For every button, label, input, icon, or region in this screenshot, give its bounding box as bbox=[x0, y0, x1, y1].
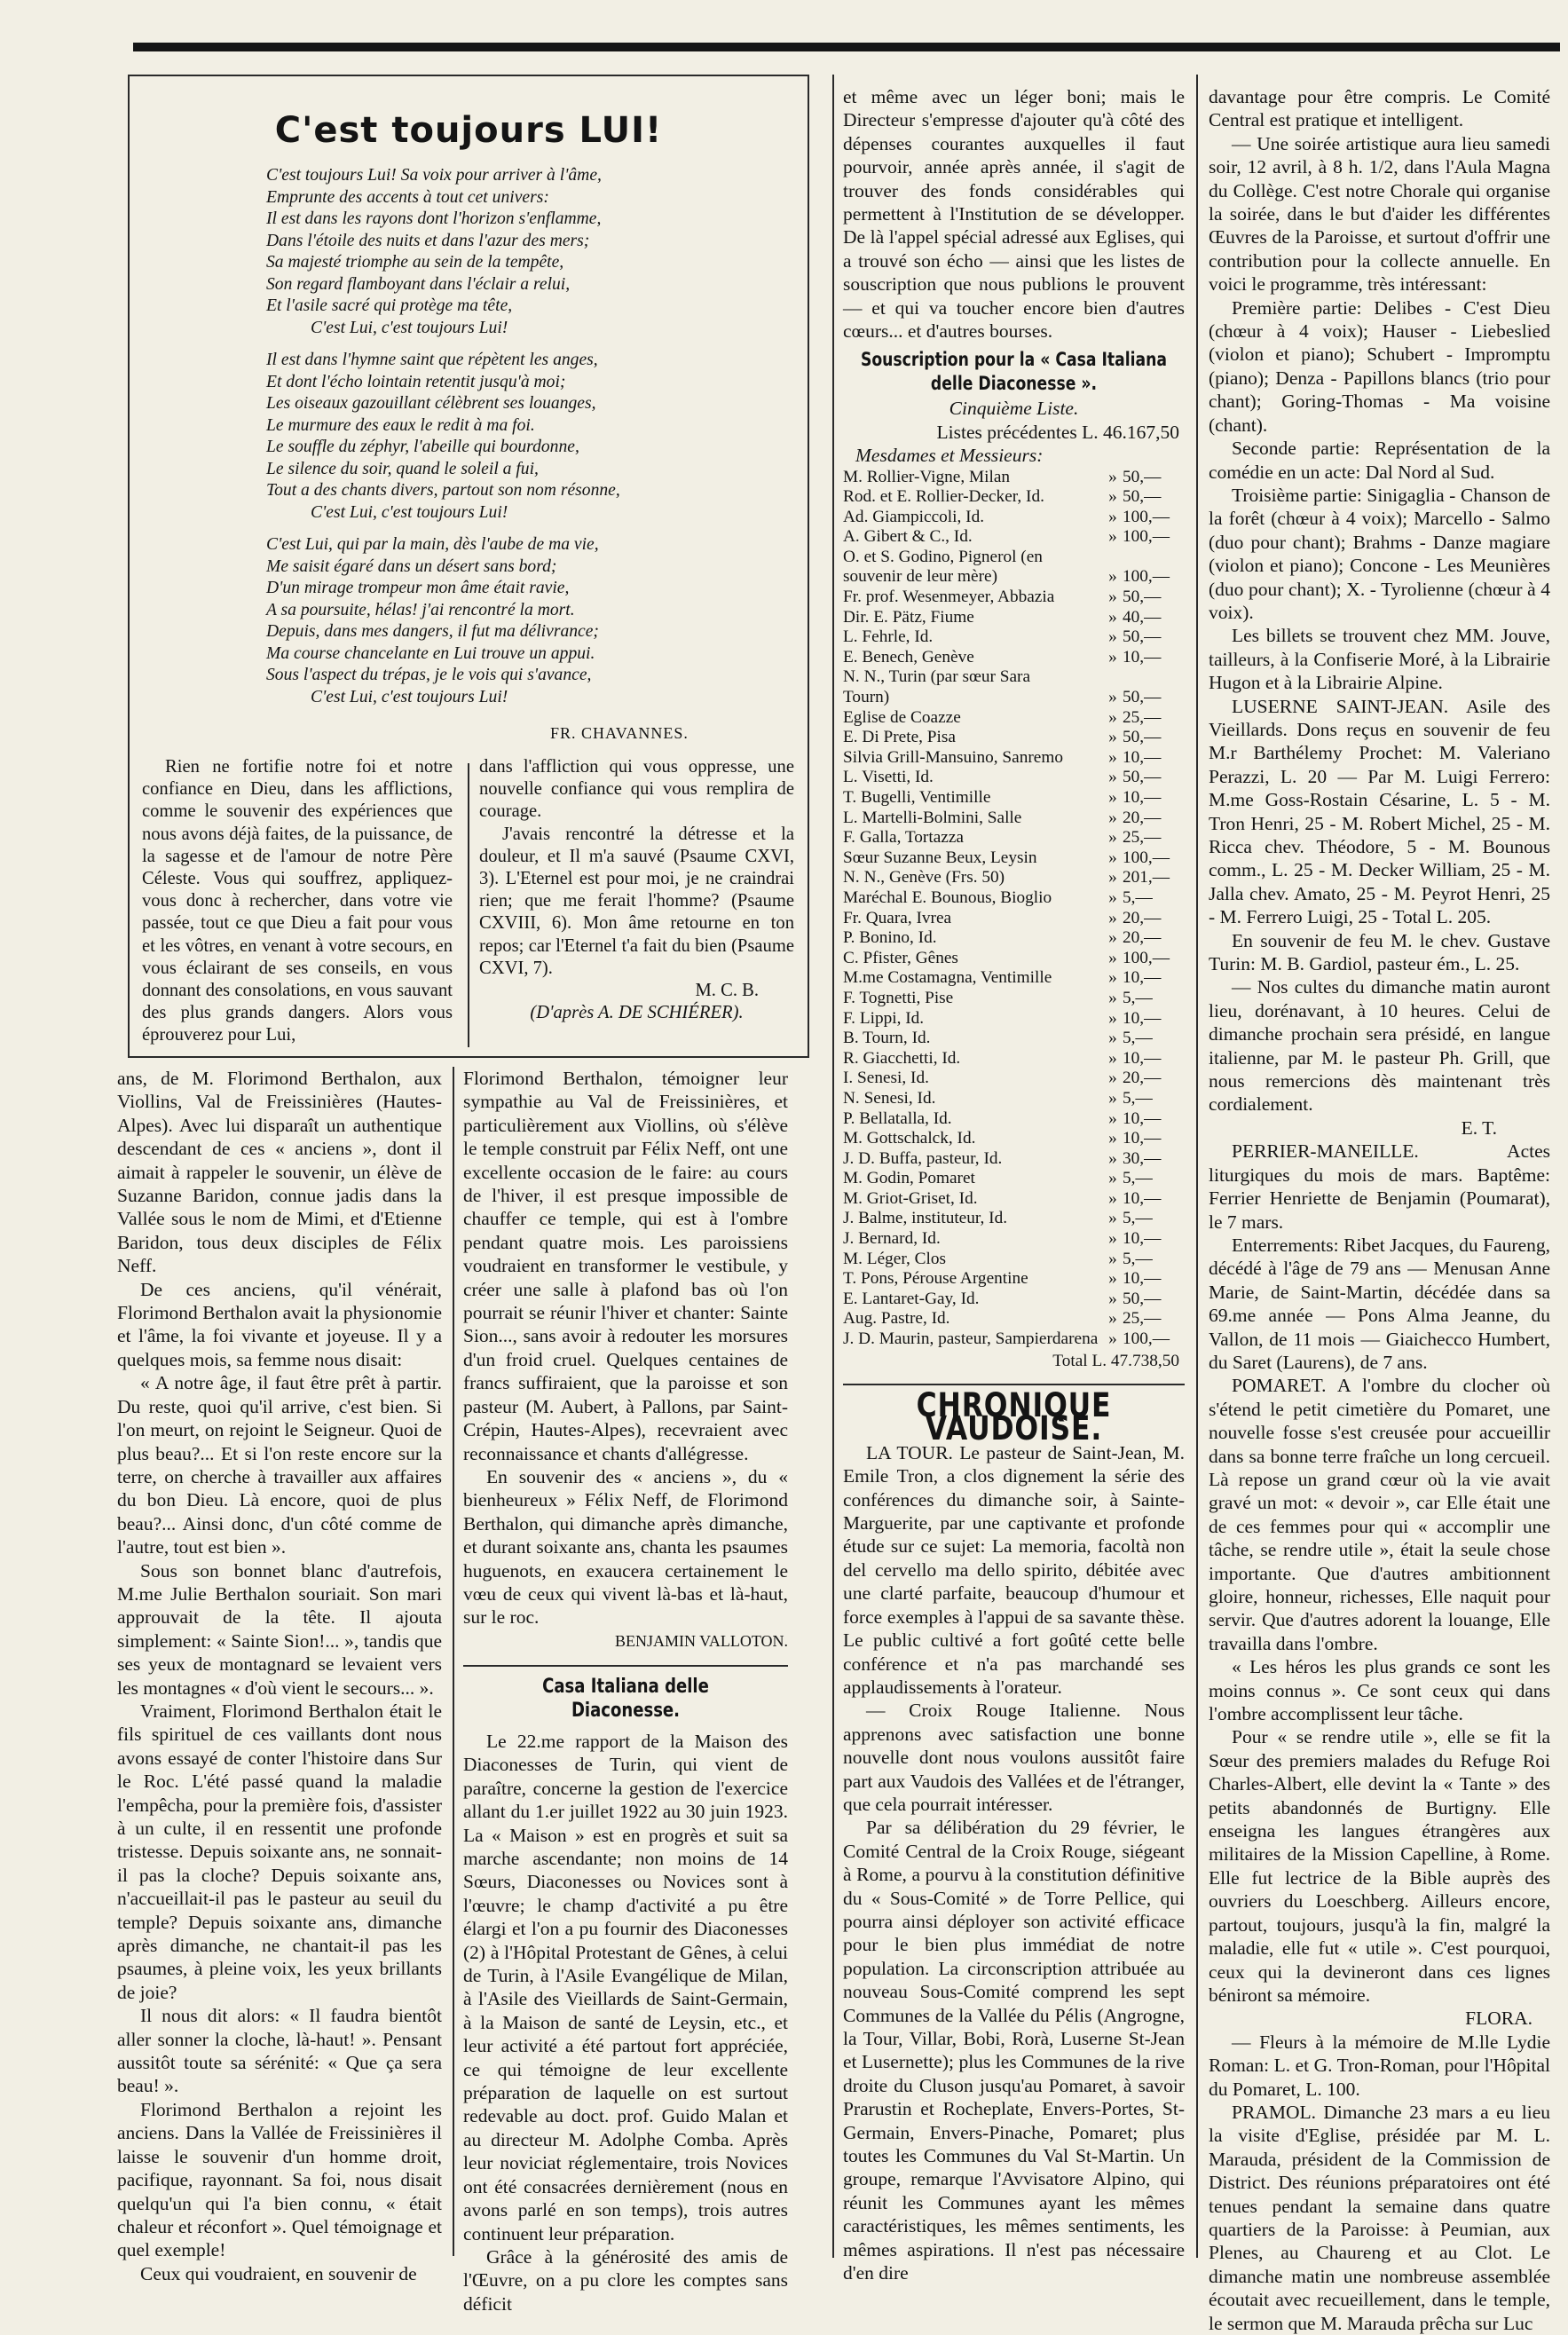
poem-line: Il est dans l'hymne saint que répètent les anges, bbox=[266, 351, 598, 369]
berthalon-col1 bbox=[117, 1067, 442, 2284]
donor-name: P. Bellatalla, Id. bbox=[843, 1108, 952, 1128]
donation-amount: 100,— bbox=[1123, 948, 1170, 967]
donation-amount: 10,— bbox=[1123, 1108, 1162, 1128]
subscription-row bbox=[843, 1149, 1185, 1170]
ditto-mark: » bbox=[1108, 1329, 1117, 1349]
subscription-row bbox=[843, 1189, 1185, 1210]
subscription-total: Total L. 47.738,50 bbox=[1052, 1351, 1179, 1370]
ditto-mark: » bbox=[1108, 1209, 1117, 1228]
ditto-mark: » bbox=[1108, 1289, 1117, 1308]
donation-amount: 40,— bbox=[1123, 607, 1162, 627]
ditto-mark bbox=[1103, 548, 1123, 568]
donation-amount: 50,— bbox=[1123, 627, 1162, 647]
meditation-col1 bbox=[142, 756, 453, 1047]
donation-amount: 25,— bbox=[1123, 828, 1162, 848]
paragraph: Florimond Berthalon a rejoint les anciens. Dans la Vallée de Freissinières il laisse le souvenir d'un homme droit, pacifique, rayonnant. Sa foi, nous disait quelqu'un qui l'a bien connu, « était chaleur et réconfort ». Quel témoignage et quel exemple! bbox=[117, 2098, 442, 2261]
paragraph: et même avec un léger boni; mais le Directeur s'empresse d'ajouter qu'à côté des dépenses courantes auxquelles il faut pourvoir, année après année, il s'agit de trouver des fonds considérables qui permettent à l'Institution de se développer. De là l'appel spécial adressé aux Eglises, qui a trouvé son écho — ainsi que les listes de souscription que nous publions le prouvent — et qui va toucher encore bien d'autres cœurs... et d'autres bourses. bbox=[843, 86, 1185, 343]
subscription-row bbox=[843, 1009, 1185, 1029]
donation-amount: 20,— bbox=[1123, 928, 1162, 948]
ditto-mark: » bbox=[1108, 567, 1117, 587]
donor-name: J. Balme, instituteur, Id. bbox=[843, 1209, 1008, 1228]
subscription-row bbox=[843, 1209, 1185, 1229]
donation-amount: 20,— bbox=[1123, 908, 1162, 927]
ditto-mark: » bbox=[1108, 808, 1117, 827]
ditto-mark: » bbox=[1108, 1129, 1117, 1148]
paragraph: davantage pour être compris. Le Comité Central est pratique et intelligent. bbox=[1209, 86, 1550, 131]
paragraph: POMARET. A l'ombre du clocher où s'étend le petit cimetière du Pomaret, une nouvelle fosse s'est creusée pour accueillir dans sa bonne terre fraîche un long cercueil. Là repose un grand cœur où la vie avait gravé un mot: « devoir », car Elle était une de ces femmes pour qui « accomplir une tâche, se rendre utile », était la seule chose importante. Que d'autres ambitionnent gloire, honneur, richesses, Elle naquit pour servir. Que d'autres adorent la louange, Elle travailla dans l'ombre. bbox=[1209, 1375, 1550, 1654]
poem-refrain: C'est Lui, c'est toujours Lui! bbox=[311, 502, 508, 522]
ditto-mark: » bbox=[1108, 848, 1117, 867]
poem-line: Tout a des chants divers, partout son nom résonne, bbox=[266, 481, 620, 500]
paragraph: En souvenir de feu M. le chev. Gustave Turin: M. B. Gardiol, pasteur ém., L. 25. bbox=[1209, 929, 1550, 975]
ditto-mark: » bbox=[1108, 527, 1117, 547]
paragraph: — Une soirée artistique aura lieu samedi soir, 12 avril, à 8 h. 1/2, dans l'Aula Magna du Collège. C'est notre Chorale qui organise la soirée, dans le but d'aider les différentes Œuvres de la Paroisse, et surtout d'offrir une contribution pour la collecte annuelle. En voici le programme, très intéressant: bbox=[1209, 132, 1550, 296]
paragraph: — Fleurs à la mémoire de M.lle Lydie Roman: L. et G. Tron-Roman, pour l'Hôpital du Pomaret, L. 100. bbox=[1209, 2031, 1550, 2100]
poem-line: A sa poursuite, hélas! j'ai rencontré la mort. bbox=[266, 600, 575, 619]
poem-line: Ma course chancelante en Lui trouve un appui. bbox=[266, 643, 595, 663]
ditto-mark: » bbox=[1108, 948, 1117, 967]
donation-amount: 5,— bbox=[1123, 887, 1153, 907]
paragraph: LA TOUR. Le pasteur de Saint-Jean, M. Emile Tron, a clos dignement la série des conférences du dimanche soir, à Sainte-Marguerite, par une captivante et profonde étude sur ce sujet: La memoria, facoltà non del cervello ma dello spirito, débitée avec une clarté parfaite, beaucoup d'humour et force exemples à l'appui de sa savante thèse. Le public cultivé a fort goûté cette belle conférence et n'a pas marchandé ses applaudissements à l'orateur. bbox=[843, 1441, 1185, 1698]
ditto-mark: » bbox=[1108, 1309, 1117, 1329]
poem-line: Son regard flamboyant dans l'éclair a relui, bbox=[266, 274, 571, 294]
donor-name: E. Benech, Genève bbox=[843, 647, 974, 667]
donor-name: M. Godin, Pomaret bbox=[843, 1169, 975, 1188]
subscription-row bbox=[843, 1329, 1185, 1350]
ditto-mark: » bbox=[1108, 928, 1117, 948]
subscription-row bbox=[843, 1250, 1185, 1270]
subscription-row bbox=[843, 989, 1185, 1009]
donor-name: L. Fehrle, Id. bbox=[843, 627, 934, 647]
paragraph: Ceux qui voudraient, en souvenir de bbox=[140, 2262, 417, 2284]
donor-name: J. Bernard, Id. bbox=[843, 1229, 941, 1249]
ditto-mark: » bbox=[1108, 1148, 1117, 1168]
donor-name: Fr. Quara, Ivrea bbox=[843, 908, 952, 927]
donor-name: N. Senesi, Id. bbox=[843, 1088, 936, 1108]
donor-name: Silvia Grill-Mansuino, Sanremo bbox=[843, 747, 1063, 767]
donation-amount: 5,— bbox=[1123, 1249, 1153, 1268]
subscription-row bbox=[843, 949, 1185, 969]
donor-name: F. Galla, Tortazza bbox=[843, 828, 964, 848]
ditto-mark: » bbox=[1108, 1069, 1117, 1088]
donor-name: B. Tourn, Id. bbox=[843, 1029, 931, 1048]
poem-line: D'un mirage trompeur mon âme était ravie, bbox=[266, 579, 570, 597]
poem-line: Les oiseaux gazouillant célèbrent ses louanges, bbox=[266, 394, 596, 413]
paragraph: Première partie: Delibes - C'est Dieu (chœur à 4 voix); Hauser - Liebeslied (violon et piano); Schubert - Impromptu (piano); Denza - Papillons blancs (trio pour chant); Goring-Thomas - Ma voisine (chant). bbox=[1209, 296, 1550, 436]
top-rule bbox=[133, 43, 1560, 51]
subscription-row bbox=[843, 487, 1185, 508]
ditto-mark: » bbox=[1108, 1088, 1117, 1108]
donation-amount: 20,— bbox=[1123, 808, 1162, 827]
donation-amount: 201,— bbox=[1123, 868, 1170, 887]
donation-amount bbox=[1123, 667, 1185, 688]
subscription-row bbox=[843, 788, 1185, 809]
paragraph: Pour « se rendre utile », elle se fit la Sœur des premiers malades du Refuge Roi Charles-Albert, elle devint la « Tante » des petits abandonnés de Burtigny. Elle enseigna les langues étrangères aux militaires de la Mission Capelline, à Rome. Elle fut lectrice de la Bible auprès des ouvriers du Loeschberg. Ailleurs encore, partout, toujours, jusqu'à la fin, malgré la maladie, elle fut « utile ». C'est pourquoi, ceux qui la devineront dans ces lignes béniront sa mémoire. bbox=[1209, 1726, 1550, 2006]
subscription-row bbox=[843, 1109, 1185, 1130]
paragraph: PERRIER-MANEILLE. Actes liturgiques du mois de mars. Baptême: Ferrier Henriette de Benjamin (Poumarat), le 7 mars. bbox=[1209, 1140, 1550, 1233]
subscription-row bbox=[843, 527, 1185, 548]
donation-amount: 10,— bbox=[1123, 1188, 1162, 1208]
ditto-mark: » bbox=[1108, 868, 1117, 887]
ditto-mark: » bbox=[1108, 607, 1117, 627]
donor-name: Fr. prof. Wesenmeyer, Abbazia bbox=[843, 588, 1055, 607]
meditation-paragraph: J'avais rencontré la détresse et la douleur, et Il m'a sauvé (Psaume CXVI, 3). L'Eternel est pour moi, je ne craindrai rien; que me ferait l'homme? (Psaume CXVIII, 6). Mon âme retourne en ton repos; car l'Eternel t'a fait du bien (Psaume CXVI, 7). bbox=[479, 824, 794, 978]
donation-amount: 50,— bbox=[1123, 768, 1162, 787]
donor-name: J. D. Maurin, pasteur, Sampierdarena bbox=[843, 1329, 1099, 1349]
poem bbox=[266, 165, 710, 708]
subscription-row bbox=[843, 1029, 1185, 1049]
ditto-mark: » bbox=[1108, 828, 1117, 848]
poem-refrain: C'est Lui, c'est toujours Lui! bbox=[311, 318, 508, 337]
ditto-mark: » bbox=[1108, 1188, 1117, 1208]
ditto-mark: » bbox=[1108, 1008, 1117, 1028]
donation-amount: 10,— bbox=[1123, 1008, 1162, 1028]
donor-name: M. Griot-Griset, Id. bbox=[843, 1188, 978, 1208]
ditto-mark: » bbox=[1108, 1269, 1117, 1289]
subscription-row bbox=[843, 688, 1185, 708]
subscription-row bbox=[843, 848, 1185, 869]
poem-line: Sa majesté triomphe au sein de la tempête, bbox=[266, 253, 564, 272]
ditto-mark: » bbox=[1108, 707, 1117, 727]
paragraph: ans, de M. Florimond Berthalon, aux Viollins, Val de Freissinières (Hautes-Alpes). Avec lui disparaît un authentique descendant de ces « anciens », dont il aimait à rappeler le souvenir, un élève de Suzanne Baridon, connue jadis dans la Vallée sous le nom de Mimi, et d'Etienne Baridon, tous deux disciples de Félix Neff. bbox=[117, 1068, 442, 1277]
ditto-mark: » bbox=[1108, 1249, 1117, 1268]
subscription-row bbox=[843, 708, 1185, 729]
donor-name: M. Léger, Clos bbox=[843, 1249, 946, 1268]
poem-line: C'est Lui, qui par la main, dès l'aube de ma vie, bbox=[266, 535, 599, 554]
ditto-mark: » bbox=[1108, 1029, 1117, 1048]
donor-name: R. Giacchetti, Id. bbox=[843, 1048, 961, 1068]
donor-name: N. N., Genève (Frs. 50) bbox=[843, 868, 1005, 887]
berthalon-col2 bbox=[463, 1067, 788, 2315]
donor-name: N. N., Turin (par sœur Sara bbox=[843, 667, 1031, 687]
donation-amount: 50,— bbox=[1123, 487, 1162, 507]
donor-name: M.me Costamagna, Ventimille bbox=[843, 968, 1052, 988]
donor-name: P. Bonino, Id. bbox=[843, 928, 937, 948]
ditto-mark: » bbox=[1108, 1229, 1117, 1249]
ditto-mark: » bbox=[1108, 747, 1117, 767]
subscription-row bbox=[843, 608, 1185, 628]
donation-amount: 10,— bbox=[1123, 1269, 1162, 1289]
paragraph: Florimond Berthalon, témoigner leur sympathie au Val de Freissinières, et particulièrement aux Viollins, où s'élève le temple construit par Félix Neff, ont une excellente occasion de le faire: au cours de l'hiver, il est presque impossible de chauffer ce temple, qui est à l'ombre pendant quatre mois. Les paroissiens voudraient en transformer le vestibule, y créer une salle à plafond bas où l'on pourrait se réunir l'hiver et chanter: Sainte Sion..., sans avoir à redouter les morsures d'un froid cruel. Quelques centaines de francs suffiraient, que la paroisse et son pasteur (M. Aubert, à Pallons, par Saint-Crépin, Hautes-Alpes), recevraient avec reconnaissance et chants d'allégresse. bbox=[463, 1068, 788, 1464]
ditto-mark: » bbox=[1108, 627, 1117, 647]
donation-amount: 10,— bbox=[1123, 968, 1162, 988]
subscription-row bbox=[843, 728, 1185, 748]
ditto-mark: » bbox=[1108, 988, 1117, 1007]
meditation-col2 bbox=[479, 756, 794, 1024]
subscription-row bbox=[843, 928, 1185, 949]
paragraph: Sous son bonnet blanc d'autrefois, M.me Julie Berthalon souriait. Son mari approuvait de la tête. Il ajouta simplement: « Sainte Sion!... », tandis que ses yeux de montagnard se levaient vers les montagnes « d'où vient le secours... ». bbox=[117, 1559, 442, 1699]
donor-name: Aug. Pastre, Id. bbox=[843, 1309, 950, 1329]
donor-name: M. Gottschalck, Id. bbox=[843, 1129, 976, 1148]
donor-name: Rod. et E. Rollier-Decker, Id. bbox=[843, 487, 1044, 507]
poem-line: Dans l'étoile des nuits et dans l'azur des mers; bbox=[266, 231, 590, 250]
donation-amount: 5,— bbox=[1123, 1029, 1153, 1048]
donor-name: Sœur Suzanne Beux, Leysin bbox=[843, 848, 1037, 867]
donation-amount: 10,— bbox=[1123, 747, 1162, 767]
paragraph: « A notre âge, il faut être prêt à partir. Du reste, quoi qu'il arrive, c'est bien. Si l'on meurt, on rejoint le Seigneur. Quoi de plus beau?... Et si l'on reste encore sur la terre, on cherche à travailler aux affaires du bon Dieu. Là encore, quoi de plus beau?... Ainsi donc, d'un côté comme de l'autre, tout est bien ». bbox=[117, 1372, 442, 1558]
subscription-row bbox=[843, 588, 1185, 608]
section-rule bbox=[843, 1384, 1185, 1385]
ditto-mark: » bbox=[1108, 1108, 1117, 1128]
poem-line: Sous l'aspect du trépas, je le vois qui s'avance, bbox=[266, 666, 592, 684]
subscription-row bbox=[843, 1169, 1185, 1189]
donation-amount: 50,— bbox=[1123, 1289, 1162, 1308]
meditation-initials: M. C. B. bbox=[695, 981, 759, 1001]
subscription-row bbox=[843, 1069, 1185, 1089]
subscription-row bbox=[843, 868, 1185, 888]
subscription-row bbox=[843, 1049, 1185, 1069]
donation-amount: 50,— bbox=[1123, 588, 1162, 607]
subscription-row bbox=[843, 909, 1185, 929]
subscription-row bbox=[843, 468, 1185, 488]
donation-amount: 100,— bbox=[1123, 848, 1170, 867]
donor-name: L. Visetti, Id. bbox=[843, 768, 934, 787]
paragraph: Par sa délibération du 29 février, le Comité Central de la Croix Rouge, siégeant à Rome, a pourvu à la constitution définitive du « Sous-Comité » de Torre Pellice, qui pourra ainsi déployer son activité efficace pour le bien plus immédiat de notre population. La circonscription attribuée au nouveau Sous-Comité comprend les sept Communes de la Vallée du Pélis (Angrogne, la Tour, Villar, Bobi, Rorà, Luserne St-Jean et Lusernette); plus les Communes de la rive droite du Cluson jusqu'au Pomaret, à savoir Prarustin et Rocheplate, Envers-Portes, St-Germain, Envers-Pinache, Pomaret; plus toutes les Communes du Val St-Martin. Un groupe, remarque l'Avvisatore Alpino, qui réunit les Communes ayant les mêmes caractéristiques, les mêmes sentiments, les mêmes aspirations. Il n'est pas nécessaire d'en dire bbox=[843, 1817, 1185, 2284]
paragraph: PRAMOL. Dimanche 23 mars a eu lieu la visite d'Eglise, présidée par M. L. Marauda, président de la Commission de District. Des réunions préparatoires ont été tenues pendant la semaine dans quatre quartiers de la Paroisse: à Peumian, aux Plenes, au Chaureng et au Clot. Le dimanche matin une nombreuse assemblée écoutait avec recueillement, dans le temple, le sermon que M. Marauda prêcha sur Luc bbox=[1209, 2101, 1550, 2334]
article-author: BENJAMIN VALLOTON. bbox=[614, 1631, 788, 1650]
donation-amount: 10,— bbox=[1123, 1048, 1162, 1068]
poem-line: Le murmure des eaux le redit à ma foi. bbox=[266, 415, 535, 435]
donation-amount: 10,— bbox=[1123, 788, 1162, 807]
subscription-row bbox=[843, 1089, 1185, 1109]
right-col bbox=[1209, 85, 1550, 2334]
signature: E. T. bbox=[1461, 1116, 1497, 1139]
ditto-mark: » bbox=[1108, 507, 1117, 526]
ditto-mark: » bbox=[1108, 768, 1117, 787]
casa-title: Casa Italiana delle Diaconesse. bbox=[542, 1676, 709, 1722]
poem-line: C'est toujours Lui! Sa voix pour arriver à l'âme, bbox=[266, 166, 602, 185]
ditto-mark: » bbox=[1108, 467, 1117, 486]
paragraph: Grâce à la générosité des amis de l'Œuvre, on a pu clore les comptes sans déficit bbox=[463, 2245, 788, 2315]
subscription-title: Souscription pour la « Casa Italiana delle Diaconesse ». bbox=[860, 349, 1168, 394]
meditation-divider bbox=[468, 763, 469, 1047]
ditto-mark: » bbox=[1108, 1048, 1117, 1068]
paragraph: — Nos cultes du dimanche matin auront lieu, dorénavant, à 10 heures. Celui de dimanche prochain sera présidé, en langue italienne, par M. le pasteur Ph. Grill, que nous remercions dès maintenant très cordialement. bbox=[1209, 976, 1550, 1116]
subscription-row bbox=[843, 548, 1185, 568]
donor-name: souvenir de leur mère) bbox=[843, 567, 997, 587]
donation-amount: 100,— bbox=[1123, 507, 1170, 526]
subscription-row bbox=[843, 1229, 1185, 1250]
poem-line: Et l'asile sacré qui protège ma tête, bbox=[266, 296, 513, 315]
ditto-mark: » bbox=[1108, 487, 1117, 507]
subscription-row bbox=[843, 567, 1185, 588]
donation-amount: 50,— bbox=[1123, 467, 1162, 486]
subscription-row bbox=[843, 1129, 1185, 1149]
donation-amount bbox=[1123, 548, 1185, 568]
ditto-mark: » bbox=[1108, 688, 1117, 707]
donation-amount: 10,— bbox=[1123, 1229, 1162, 1249]
donor-name: L. Martelli-Bolmini, Salle bbox=[843, 808, 1022, 827]
donation-amount: 25,— bbox=[1123, 707, 1162, 727]
donation-amount: 25,— bbox=[1123, 1309, 1162, 1329]
subscription-table bbox=[843, 468, 1185, 1350]
subscription-row bbox=[843, 627, 1185, 648]
paragraph: LUSERNE SAINT-JEAN. Asile des Vieillards. Dons reçus en souvenir de feu M.r Barthélemy Prochet: M. Valeriano Perazzi, L. 20 — Par M. Luigi Ferrero: M.me Goss-Rostain Césarine, L. 5 - M. Tron Henri, 25 - M. Robert Michel, 25 - M. Ricca chev. Théodore, 5 - M. Bounous comm., L. 25 - M. Decker William, 25 - M. Jalla chev. Amato, 25 - M. Peyrot Henri, 25 - M. Ferrero Luigi, 25 - Total L. 205. bbox=[1209, 695, 1550, 928]
meditation-paragraph: Rien ne fortifie notre foi et notre confiance en Dieu, dans les afflictions, comme le souvenir des expériences que nous avons déjà faites, de la puissance, de la sagesse et de l'amour de notre Père Céleste. Vous qui souffrez, appliquez-vous donc à rechercher, dans votre vie passée, tout ce que Dieu a fait pour vous et les vôtres, en venant à votre secours, en vous éclairant de ses conseils, en vous donnant des consolations, en vous sauvant des plus grands dangers. Alors vous éprouverez pour Lui, bbox=[142, 757, 453, 1045]
donor-name: A. Gibert & C., Id. bbox=[843, 527, 973, 547]
subscription-row bbox=[843, 809, 1185, 829]
poem-refrain: C'est Lui, c'est toujours Lui! bbox=[311, 687, 508, 706]
column-divider bbox=[832, 75, 834, 2258]
donor-name: O. et S. Godino, Pignerol (en bbox=[843, 547, 1043, 566]
column-divider bbox=[453, 1067, 454, 2256]
donation-amount: 100,— bbox=[1123, 1329, 1170, 1349]
ditto-mark: » bbox=[1108, 1169, 1117, 1188]
poem-signature: FR. CHAVANNES. bbox=[550, 724, 689, 742]
subscription-row bbox=[843, 648, 1185, 668]
donor-name: E. Lantaret-Gay, Id. bbox=[843, 1289, 980, 1308]
subscription-subtitle: Cinquième Liste. bbox=[949, 398, 1079, 420]
middle-col bbox=[843, 85, 1185, 2284]
donor-name: Eglise de Coazze bbox=[843, 707, 961, 727]
paragraph: Vraiment, Florimond Berthalon était le fils spirituel de ces vaillants dont nous avons essayé de conter l'histoire dans Sur le Roc. L'été passé quand la maladie l'empêcha, pour la première fois, d'assister à un culte, il en ressentit une profonde tristesse. Depuis soixante ans, ne sonnait-il pas la cloche? Depuis soixante ans, n'accueillait-il pas le pasteur au seuil du temple? Depuis soixante ans, dimanche après dimanche, ne chantait-il pas les psaumes, à pleine voix, les yeux brillants de joie? bbox=[117, 1700, 442, 2003]
subscription-previous: Listes précédentes L. 46.167,50 bbox=[936, 421, 1179, 443]
ditto-mark: » bbox=[1108, 728, 1117, 747]
donor-name: M. Rollier-Vigne, Milan bbox=[843, 467, 1011, 486]
donor-name: C. Pfister, Gênes bbox=[843, 948, 958, 967]
donation-amount: 10,— bbox=[1123, 647, 1162, 667]
donor-name: T. Pons, Pérouse Argentine bbox=[843, 1269, 1028, 1289]
paragraph: Enterrements: Ribet Jacques, du Faureng, décédé à l'âge de 79 ans — Menusan Anne Marie, de Saint-Martin, décédée dans sa 69.me année — Pons Alma Jeanne, du Vallon, de 11 mois — Giaichecco Humbert, du Saret (Laurens), de 7 ans. bbox=[1209, 1234, 1550, 1373]
poem-title: C'est toujours LUI! bbox=[274, 110, 663, 151]
poem-line: Le souffle du zéphyr, l'abeille qui bourdonne, bbox=[266, 438, 579, 456]
poem-line: Il est dans les rayons dont l'horizon s'enflamme, bbox=[266, 209, 602, 228]
subscription-row bbox=[843, 748, 1185, 769]
meditation-source: (D'après A. DE SCHIÉRER). bbox=[530, 1003, 744, 1023]
poem-line: Emprunte des accents à tout cet univers: bbox=[266, 187, 549, 207]
donor-name: F. Lippi, Id. bbox=[843, 1008, 925, 1028]
poem-line: Me saisit égaré dans un désert sans bord; bbox=[266, 556, 557, 576]
donation-amount: 5,— bbox=[1123, 1088, 1153, 1108]
subscription-row bbox=[843, 1269, 1185, 1290]
section-rule bbox=[463, 1665, 788, 1667]
paragraph: Le 22.me rapport de la Maison des Diaconesses de Turin, qui vient de paraître, concerne la gestion de l'exercice allant du 1.er juillet 1922 au 30 juin 1923. La « Maison » est en progrès et suit sa marche ascendante; non moins de 14 Sœurs, Diaconesses ou Novices sont à l'œuvre; le champ d'activité a pu être élargi et l'on a pu fournir des Diaconesses (2) à l'Hôpital Protestant de Gênes, à celui de Turin, à l'Asile Evangélique de Milan, à l'Asile des Vieillards de Saint-Germain, à la Maison de santé de Leysin, etc., et leur activité a été partout fort appréciée, ce qui témoigne de leur excellente préparation de laquelle on est surtout redevable au doct. prof. Guido Malan et au directeur M. Adolphe Comba. Après leur noviciat réglementaire, trois Novices ont été consacrées dernièrement (nous en avons parlé en son temps), trois autres continuent leur préparation. bbox=[463, 1730, 788, 2244]
donor-name: Dir. E. Pätz, Fiume bbox=[843, 607, 974, 627]
poem-line: Et dont l'écho lointain retentit jusqu'à moi; bbox=[266, 372, 566, 391]
paragraph: En souvenir des « anciens », du « bienheureux » Félix Neff, de Florimond Berthalon, qui dimanche après dimanche, et durant soixante ans, chanta les psaumes huguenots, en exaucera certainement le vœu de ceux qui vivent là-bas et là-haut, sur le roc. bbox=[463, 1465, 788, 1629]
donor-name: I. Senesi, Id. bbox=[843, 1069, 929, 1088]
donation-amount: 5,— bbox=[1123, 988, 1153, 1007]
ditto-mark: » bbox=[1108, 908, 1117, 927]
donor-name: J. D. Buffa, pasteur, Id. bbox=[843, 1148, 1003, 1168]
paragraph: Les billets se trouvent chez MM. Jouve, tailleurs, à la Confiserie Moré, à la Librairie Hugon et à la Librairie Alpine. bbox=[1209, 625, 1550, 694]
donation-amount: 50,— bbox=[1123, 728, 1162, 747]
paragraph: Seconde partie: Représentation de la comédie en un acte: Dal Nord al Sud. bbox=[1209, 438, 1550, 483]
donation-amount: 100,— bbox=[1123, 527, 1170, 547]
paragraph: Il nous dit alors: « Il faudra bientôt aller sonner la cloche, là-haut! ». Pensant aussitôt toute sa sérénité: « Que ça sera beau! ». bbox=[117, 2005, 442, 2097]
donation-amount: 10,— bbox=[1123, 1129, 1162, 1148]
donor-name: T. Bugelli, Ventimille bbox=[843, 788, 991, 807]
subscription-row bbox=[843, 667, 1185, 688]
subscription-row bbox=[843, 828, 1185, 848]
ditto-mark: » bbox=[1108, 647, 1117, 667]
ditto-mark: » bbox=[1108, 887, 1117, 907]
paragraph: Troisième partie: Sinigaglia - Chanson de la forêt (chœur à 4 voix); Marcello - Salmo (duo pour chant); Brahms - Danze magiare (violon et piano); Concone - Les Meunières (duo pour chant); X. - Tyrolienne (chœur à 4 voix). bbox=[1209, 484, 1550, 623]
subscription-row bbox=[843, 968, 1185, 989]
donation-amount: 100,— bbox=[1123, 567, 1170, 587]
paragraph: — Croix Rouge Italienne. Nous apprenons avec satisfaction une bonne nouvelle dont nous voulons aussitôt faire part aux Vaudois des Vallées et de l'étranger, que cela pourrait intéresser. bbox=[843, 1700, 1185, 1815]
chronique-title: CHRONIQUE VAUDOISE. bbox=[916, 1386, 1112, 1448]
subscription-row bbox=[843, 1309, 1185, 1329]
donation-amount: 20,— bbox=[1123, 1069, 1162, 1088]
ditto-mark: » bbox=[1108, 968, 1117, 988]
donation-amount: 5,— bbox=[1123, 1209, 1153, 1228]
paragraph: De ces anciens, qu'il vénérait, Florimond Berthalon avait la physionomie et l'âme, la foi vivante et joyeuse. Il y a quelques mois, sa femme nous disait: bbox=[117, 1278, 442, 1370]
donation-amount: 5,— bbox=[1123, 1169, 1153, 1188]
subscription-row bbox=[843, 768, 1185, 788]
donation-amount: 50,— bbox=[1123, 688, 1162, 707]
donor-name: Ad. Giampiccoli, Id. bbox=[843, 507, 985, 526]
donation-amount: 30,— bbox=[1123, 1148, 1162, 1168]
signature: FLORA. bbox=[1465, 2008, 1533, 2030]
poem-line: Le silence du soir, quand le soleil a fui, bbox=[266, 459, 539, 478]
meditation-paragraph: dans l'affliction qui vous oppresse, une nouvelle confiance qui vous remplira de courage. bbox=[479, 757, 794, 822]
subscription-row bbox=[843, 888, 1185, 909]
paragraph: « Les héros les plus grands ce sont les moins connus ». Ce sont ceux qui dans l'ombre accomplissent leur tâche. bbox=[1209, 1656, 1550, 1725]
donor-name: F. Tognetti, Pise bbox=[843, 988, 954, 1007]
poem-line: Depuis, dans mes dangers, il fut ma délivrance; bbox=[266, 622, 599, 641]
donor-name: E. Di Prete, Pisa bbox=[843, 728, 956, 747]
column-divider bbox=[1196, 75, 1198, 2258]
donor-name: Maréchal E. Bounous, Bioglio bbox=[843, 887, 1052, 907]
ditto-mark bbox=[1103, 667, 1123, 688]
subscription-row bbox=[843, 508, 1185, 528]
ditto-mark: » bbox=[1108, 588, 1117, 607]
ditto-mark: » bbox=[1108, 788, 1117, 807]
donor-name: Tourn) bbox=[843, 688, 890, 707]
subscription-salutation: Mesdames et Messieurs: bbox=[855, 445, 1044, 467]
subscription-row bbox=[843, 1290, 1185, 1310]
